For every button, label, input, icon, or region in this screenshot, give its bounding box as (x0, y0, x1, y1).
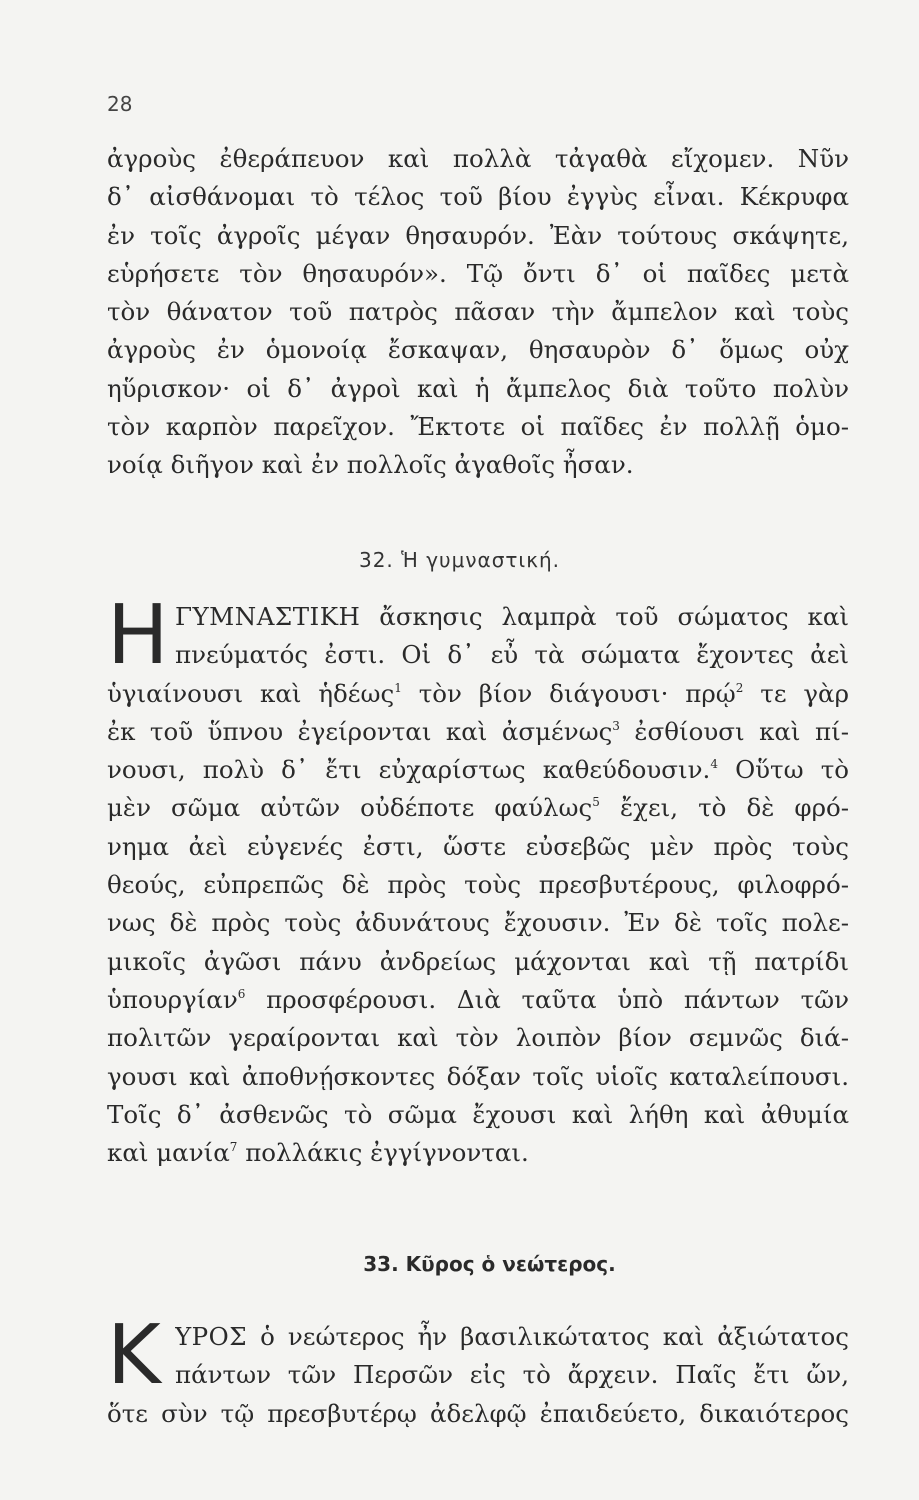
text-line: ἀγροὺς ἐθεράπευον καὶ πολλὰ τἀγαθὰ εἴχομεν. Νῦν (107, 144, 849, 173)
text-line (107, 789, 849, 827)
line-part: ἐσθίουσι καὶ πί- (634, 716, 849, 746)
footnote-mark: 5 (592, 795, 600, 810)
footnote-mark: 4 (710, 757, 718, 772)
text-line (107, 981, 849, 1019)
line-part: τὸν βίον διάγουσι· πρῴ (418, 678, 736, 708)
text-line: ἀγροὺς ἐν ὁμονοίᾳ ἔσκαψαν, θησαυρὸν δ᾽ ὅμως οὐχ (107, 335, 849, 365)
line-rest: ὁ νεώτερος ἦν βασιλικώτατος καὶ ἀξιώτατος (260, 1322, 849, 1351)
text-line: νοίᾳ διῆγον καὶ ἐν πολλοῖς ἀγαθοῖς ἦσαν. (107, 450, 634, 480)
text-line (107, 751, 849, 789)
footnote-mark: 3 (612, 718, 620, 733)
text-line: νημα ἀεὶ εὐγενές ἐστι, ὥστε εὐσεβῶς μὲν πρὸς τοὺς (107, 831, 849, 861)
text-line (107, 675, 849, 713)
text-line: ηὕρισκον· οἱ δ᾽ ἀγροὶ καὶ ἡ ἄμπελος διὰ τοῦτο πολὺν (107, 373, 849, 403)
line-part: Οὕτω τὸ (735, 755, 849, 785)
text-line: εὑρήσετε τὸν θησαυρόν». Τῷ ὄντι δ᾽ οἱ παῖδες μετὰ (107, 258, 849, 288)
caps-word: ΥΡΟΣ (175, 1322, 248, 1351)
line-rest: ἄσκησις λαμπρὰ τοῦ σώματος καὶ (379, 602, 849, 631)
section-32-body (107, 588, 849, 1172)
line-part: προσφέρουσι. Διὰ ταῦτα ὑπὸ πάντων τῶν (266, 984, 849, 1014)
text-line: πολιτῶν γεραίρονται καὶ τὸν λοιπὸν βίον σεμνῶς διά- (107, 1023, 849, 1053)
text-line (107, 1134, 849, 1172)
footnote-mark: 2 (735, 680, 744, 695)
drop-cap: Η (107, 588, 169, 683)
text-line: τὸν καρπὸν παρεῖχον. Ἔκτοτε οἱ παῖδες ἐν πολλῇ ὁμο- (107, 412, 849, 442)
line-part: ἔχει, τὸ δὲ φρό- (619, 793, 849, 823)
text-line: Τοῖς δ᾽ ἀσθενῶς τὸ σῶμα ἔχουσι καὶ λήθη καὶ ἀθυμία (107, 1099, 849, 1129)
section-32-heading: 32. Ἡ γυμναστική. (358, 548, 561, 572)
page-number: 28 (107, 92, 133, 116)
line-part: πολλάκις ἐγγίγνονται. (245, 1138, 529, 1168)
section-31-continuation (107, 140, 849, 485)
caps-word: ΓΥΜΝΑΣΤΙΚΗ (175, 602, 361, 631)
text-line: δ᾽ αἰσθάνομαι τὸ τέλος τοῦ βίου ἐγγὺς εἶναι. Κέκρυφα (107, 182, 849, 212)
text-line: τὸν θάνατον τοῦ πατρὸς πᾶσαν τὴν ἄμπελον καὶ τοὺς (107, 297, 849, 327)
footnote-mark: 6 (237, 986, 246, 1001)
line-part: τε γὰρ (760, 678, 849, 708)
line-part: ἐκ τοῦ ὕπνου ἐγείρονται καὶ ἀσμένως (107, 716, 613, 746)
section-33-body (107, 1308, 849, 1433)
text-line: ἐν τοῖς ἀγροῖς μέγαν θησαυρόν. Ἐὰν τούτους σκάψητε, (107, 220, 849, 250)
text-line: γουσι καὶ ἀποθνῄσκοντες δόξαν τοῖς υἱοῖς καταλείπουσι. (107, 1061, 849, 1091)
text-line (107, 713, 849, 751)
text-line: μικοῖς ἀγῶσι πάνυ ἀνδρείως μάχονται καὶ τῇ πατρίδι (107, 946, 849, 976)
text-line: πάντων τῶν Περσῶν εἰς τὸ ἄρχειν. Παῖς ἔτι ὤν, (175, 1360, 849, 1390)
section-33-heading: 33. Κῦρος ὁ νεώτερος. (363, 1252, 616, 1276)
line-part: καὶ μανία (107, 1138, 230, 1168)
line-part: νουσι, πολὺ δ᾽ ἔτι εὐχαρίστως καθεύδουσιν. (107, 755, 711, 785)
line-part: ὑγιαίνουσι καὶ ἡδέως (107, 678, 395, 708)
text-line: θεούς, εὐπρεπῶς δὲ πρὸς τοὺς πρεσβυτέρους, φιλοφρό- (107, 870, 849, 900)
drop-cap: Κ (107, 1308, 161, 1403)
line-part: ὑπουργίαν (107, 984, 238, 1014)
line-part: μὲν σῶμα αὐτῶν οὐδέποτε φαύλως (107, 793, 593, 823)
text-line: ὅτε σὺν τῷ πρεσβυτέρῳ ἀδελφῷ ἐπαιδεύετο, δικαιότερος (107, 1398, 849, 1428)
text-line: νως δὲ πρὸς τοὺς ἀδυνάτους ἔχουσιν. Ἐν δὲ τοῖς πολε- (107, 908, 849, 938)
text-line (175, 598, 849, 636)
footnote-mark: 7 (229, 1140, 238, 1155)
text-line: πνεύματός ἐστι. Οἱ δ᾽ εὖ τὰ σώματα ἔχοντες ἀεὶ (175, 640, 849, 670)
footnote-mark: 1 (394, 680, 402, 695)
text-line (175, 1318, 849, 1356)
